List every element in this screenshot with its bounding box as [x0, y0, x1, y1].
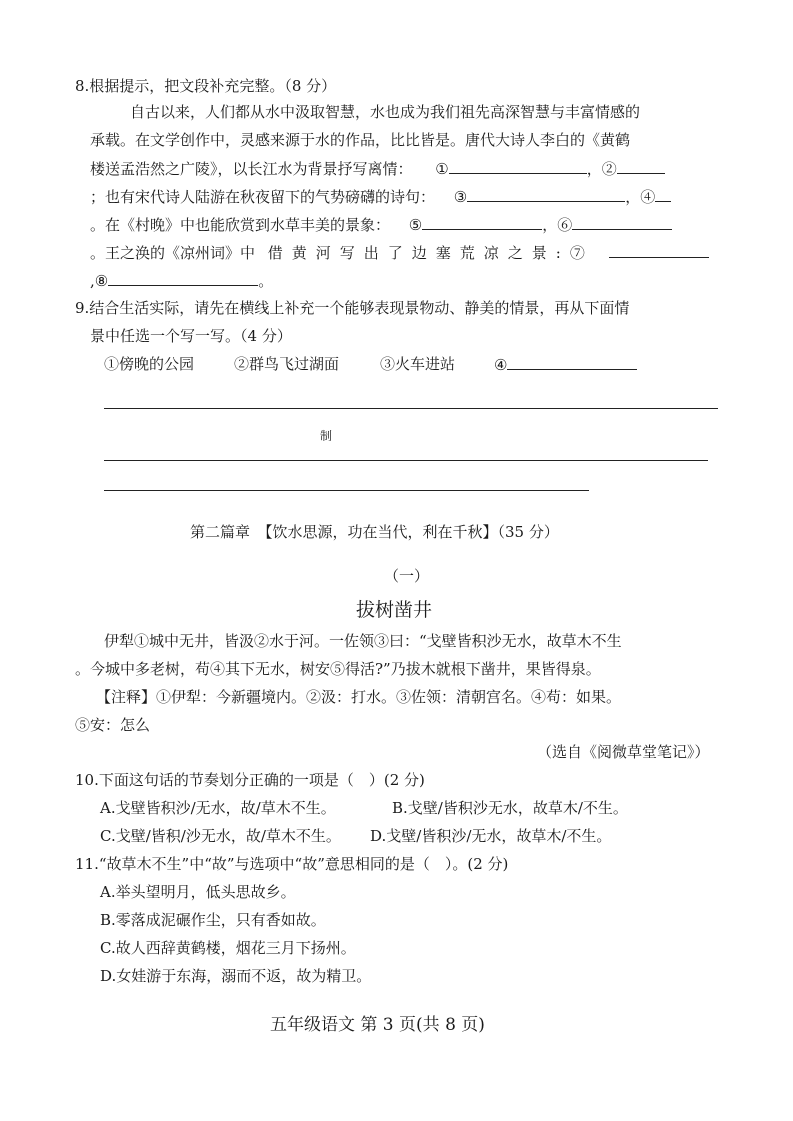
q8-line-7 [90, 270, 273, 291]
q10-option-c: C.戈壁/皆积/沙无水，故/草木不生。 [100, 827, 341, 845]
q8-blank-8[interactable] [108, 270, 258, 286]
q10-option-a: A.戈壁皆积沙/无水，故/草木不生。 [100, 799, 336, 817]
q8-line-6-text: 。王之涣的《凉州词》中 [90, 244, 256, 262]
q8-blank-1[interactable] [449, 158, 587, 174]
q8-blank-6[interactable] [572, 214, 672, 230]
q9-option-2: ②群鸟飞过湖面 [234, 355, 340, 373]
q8-marker-3: ③ [453, 188, 468, 206]
q9-answer-line-1[interactable] [104, 408, 718, 409]
q8-stem: 8.根据提示，把文段补充完整。（8 分） [75, 77, 337, 95]
q9-stem-line-2: 景中任选一个写一写。（4 分） [90, 327, 292, 345]
q8-line-5 [90, 214, 672, 235]
q8-line-5-text: 。在《村晚》中也能欣赏到水草丰美的景象： [90, 216, 391, 234]
page-footer: 五年级语文 第 3 页(共 8 页) [270, 1015, 485, 1035]
q9-answer-line-3[interactable] [104, 490, 589, 491]
q8-line-3-text: 楼送孟浩然之广陵》，以长江水为背景抒写离情： [90, 160, 413, 178]
q8-line-2: 承载。在文学创作中，灵感来源于水的作品，比比皆是。唐代大诗人李白的《黄鹤 [90, 131, 631, 149]
q8-marker-2: ，② [586, 160, 617, 178]
chapter-heading: 第二篇章 【饮水思源，功在当代，利在千秋】（35 分） [190, 523, 559, 541]
q11-option-a: A.举头望明月，低头思故乡。 [100, 883, 296, 901]
q11-option-d: D.女娃游于东海，溺而不返，故为精卫。 [100, 967, 372, 985]
q8-line-7-end: 。 [258, 272, 274, 290]
q8-line-3 [90, 158, 665, 179]
q8-blank-4[interactable] [655, 186, 671, 202]
q8-line-1: 自古以来，人们都从水中汲取智慧，水也成为我们祖先高深智慧与丰富情感的 [130, 103, 641, 121]
stray-char: 制 [320, 429, 333, 443]
q8-line-6-spaced: 借黄河写出了边塞荒凉之景:⑦ [267, 244, 594, 262]
passage-line-2: 。今城中多老树，苟④其下无水，树安⑤得活?”乃拔木就根下凿井，果皆得泉。 [75, 660, 601, 678]
q9-option-4-label: ④ [494, 356, 508, 374]
q9-answer-line-2[interactable] [104, 460, 708, 461]
q8-marker-6: ，⑥ [542, 216, 573, 234]
q8-blank-2[interactable] [617, 158, 665, 174]
q8-line-4-text: ；也有宋代诗人陆游在秋夜留下的气势磅礴的诗句： [90, 188, 436, 206]
q11-stem: 11.“故草木不生”中“故”与选项中“故”意思相同的是（ ）。(2 分) [75, 855, 509, 873]
q10-stem: 10.下面这句话的节奏划分正确的一项是（ ）(2 分) [75, 771, 425, 789]
q8-blank-7[interactable] [609, 242, 709, 258]
q8-marker-8: ,⑧ [90, 272, 109, 290]
q8-marker-5: ⑤ [408, 216, 423, 234]
q9-option-3: ③火车进站 [380, 355, 456, 373]
q8-marker-4: ，④ [625, 188, 656, 206]
q11-option-b: B.零落成泥碾作尘，只有香如故。 [100, 911, 326, 929]
q10-option-b: B.戈壁/皆积沙无水，故草木/不生。 [392, 799, 628, 817]
passage-line-1: 伊犁①城中无井，皆汲②水于河。一佐领③曰：“戈壁皆积沙无水，故草木不生 [104, 632, 622, 650]
q8-marker-1: ① [435, 160, 449, 178]
q11-option-c: C.故人西辞黄鹤楼，烟花三月下扬州。 [100, 939, 356, 957]
q9-option-4 [494, 354, 637, 375]
q10-option-d: D.戈壁/皆积沙/无水，故草木/不生。 [370, 827, 612, 845]
q8-blank-3[interactable] [467, 186, 625, 202]
q9-option-4-blank[interactable] [507, 354, 637, 370]
passage-title: 拔树凿井 [356, 599, 433, 621]
q8-line-6 [90, 242, 709, 263]
passage-note-1: 【注释】①伊犁：今新疆境内。②汲：打水。③佐领：清朝宫名。④苟：如果。 [96, 688, 622, 706]
q8-blank-5[interactable] [422, 214, 542, 230]
q8-line-4 [90, 186, 671, 207]
passage-source: （选自《阅微草堂笔记》） [537, 743, 710, 761]
q9-stem-line-1: 9.结合生活实际，请先在横线上补充一个能够表现景物动、静美的情景，再从下面情 [75, 299, 630, 317]
q9-option-1: ①傍晚的公园 [104, 355, 195, 373]
passage-note-2: ⑤安：怎么 [75, 716, 151, 734]
part-number: （一） [384, 567, 430, 585]
